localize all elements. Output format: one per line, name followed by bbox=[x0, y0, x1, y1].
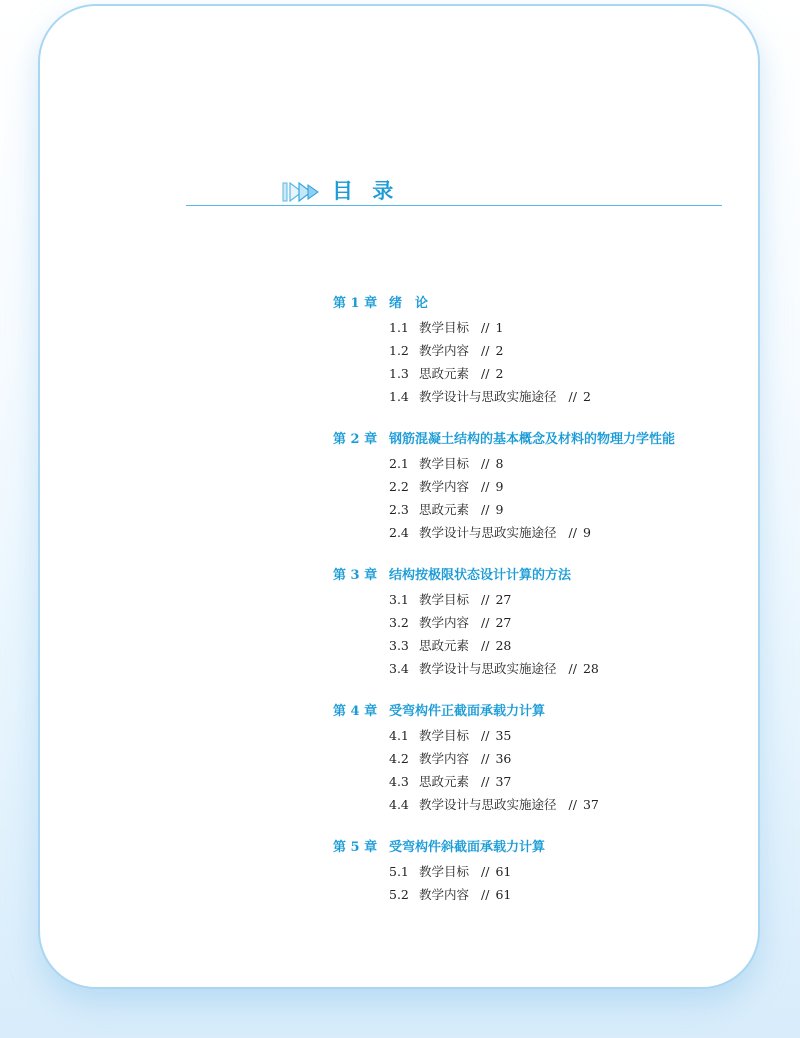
page-number: 2 bbox=[495, 366, 504, 381]
page-separator: // bbox=[481, 456, 490, 471]
toc-entry[interactable] bbox=[333, 724, 773, 747]
chapter-heading[interactable] bbox=[333, 428, 773, 452]
section-title: 教学设计与思政实施途径 bbox=[419, 389, 557, 404]
section-title: 教学内容 bbox=[419, 615, 470, 630]
chapter-title: 钢筋混凝土结构的基本概念及材料的物理力学性能 bbox=[389, 432, 676, 447]
page-number: 8 bbox=[495, 456, 504, 471]
toc-entry[interactable] bbox=[333, 793, 773, 816]
toc-entry[interactable] bbox=[333, 611, 773, 634]
section-number: 2.4 bbox=[389, 525, 409, 540]
chapter-title: 受弯构件正截面承载力计算 bbox=[389, 704, 546, 719]
toc-entry[interactable] bbox=[333, 339, 773, 362]
page-title: 目 录 bbox=[332, 179, 400, 203]
page-separator: // bbox=[481, 774, 490, 789]
page-separator: // bbox=[481, 751, 490, 766]
page-separator: // bbox=[481, 343, 490, 358]
page-separator: // bbox=[568, 661, 577, 676]
page-number: 9 bbox=[495, 502, 504, 517]
section-title: 思政元素 bbox=[419, 502, 470, 517]
toc-entry[interactable] bbox=[333, 657, 773, 680]
section-title: 教学内容 bbox=[419, 887, 470, 902]
section-title: 教学内容 bbox=[419, 479, 470, 494]
section-title: 教学目标 bbox=[419, 728, 470, 743]
section-number: 1.2 bbox=[389, 343, 409, 358]
section-title: 思政元素 bbox=[419, 638, 470, 653]
page-number: 2 bbox=[495, 343, 504, 358]
chapter-title: 绪 论 bbox=[389, 296, 429, 311]
section-title: 教学设计与思政实施途径 bbox=[419, 661, 557, 676]
table-of-contents bbox=[333, 292, 773, 926]
chapter-number: 第 3 章 bbox=[333, 568, 378, 583]
page-number: 36 bbox=[495, 751, 512, 766]
page-number: 2 bbox=[582, 389, 591, 404]
page-separator: // bbox=[481, 887, 490, 902]
chapter-number: 第 2 章 bbox=[333, 432, 378, 447]
toc-entry[interactable] bbox=[333, 770, 773, 793]
chapter-number: 第 4 章 bbox=[333, 704, 378, 719]
page-separator: // bbox=[481, 615, 490, 630]
toc-chapter bbox=[333, 428, 773, 544]
chapter-heading[interactable] bbox=[333, 700, 773, 724]
page-number: 9 bbox=[495, 479, 504, 494]
page-separator: // bbox=[568, 389, 577, 404]
page-number: 37 bbox=[582, 797, 599, 812]
page-separator: // bbox=[481, 864, 490, 879]
page-separator: // bbox=[568, 797, 577, 812]
toc-entry[interactable] bbox=[333, 521, 773, 544]
page-number: 61 bbox=[495, 887, 512, 902]
toc-entry[interactable] bbox=[333, 860, 773, 883]
double-arrow-icon bbox=[282, 181, 322, 203]
section-number: 1.1 bbox=[389, 320, 409, 335]
section-title: 教学目标 bbox=[419, 456, 470, 471]
toc-entry[interactable] bbox=[333, 362, 773, 385]
chapter-number: 第 1 章 bbox=[333, 296, 378, 311]
toc-chapter bbox=[333, 836, 773, 906]
section-number: 3.1 bbox=[389, 592, 409, 607]
chapter-heading[interactable] bbox=[333, 836, 773, 860]
page-number: 28 bbox=[495, 638, 512, 653]
section-number: 4.4 bbox=[389, 797, 409, 812]
section-number: 5.2 bbox=[389, 887, 409, 902]
page-separator: // bbox=[568, 525, 577, 540]
page-number: 61 bbox=[495, 864, 512, 879]
section-title: 思政元素 bbox=[419, 366, 470, 381]
section-title: 教学设计与思政实施途径 bbox=[419, 797, 557, 812]
page-separator: // bbox=[481, 502, 490, 517]
section-title: 教学目标 bbox=[419, 592, 470, 607]
toc-chapter bbox=[333, 700, 773, 816]
chapter-title: 受弯构件斜截面承载力计算 bbox=[389, 840, 546, 855]
section-number: 2.1 bbox=[389, 456, 409, 471]
page-separator: // bbox=[481, 479, 490, 494]
section-title: 教学内容 bbox=[419, 751, 470, 766]
page-separator: // bbox=[481, 638, 490, 653]
toc-entry[interactable] bbox=[333, 747, 773, 770]
section-number: 2.3 bbox=[389, 502, 409, 517]
section-number: 3.4 bbox=[389, 661, 409, 676]
section-title: 教学目标 bbox=[419, 320, 470, 335]
section-number: 5.1 bbox=[389, 864, 409, 879]
section-number: 3.2 bbox=[389, 615, 409, 630]
page-number: 27 bbox=[495, 615, 512, 630]
section-number: 3.3 bbox=[389, 638, 409, 653]
section-number: 4.2 bbox=[389, 751, 409, 766]
page-number: 9 bbox=[582, 525, 591, 540]
chapter-number: 第 5 章 bbox=[333, 840, 378, 855]
toc-chapter bbox=[333, 564, 773, 680]
page-number: 27 bbox=[495, 592, 512, 607]
page-number: 1 bbox=[495, 320, 504, 335]
page-separator: // bbox=[481, 592, 490, 607]
section-title: 教学内容 bbox=[419, 343, 470, 358]
toc-page bbox=[38, 4, 760, 989]
toc-entry[interactable] bbox=[333, 316, 773, 339]
page-number: 28 bbox=[582, 661, 599, 676]
page-number: 37 bbox=[495, 774, 512, 789]
toc-entry[interactable] bbox=[333, 498, 773, 521]
section-number: 4.1 bbox=[389, 728, 409, 743]
section-title: 教学设计与思政实施途径 bbox=[419, 525, 557, 540]
section-title: 思政元素 bbox=[419, 774, 470, 789]
page-separator: // bbox=[481, 366, 490, 381]
chapter-heading[interactable] bbox=[333, 564, 773, 588]
page-separator: // bbox=[481, 320, 490, 335]
title-underline bbox=[186, 205, 722, 206]
section-number: 2.2 bbox=[389, 479, 409, 494]
page-number: 35 bbox=[495, 728, 512, 743]
toc-entry[interactable] bbox=[333, 475, 773, 498]
section-title: 教学目标 bbox=[419, 864, 470, 879]
toc-entry[interactable] bbox=[333, 385, 773, 408]
section-number: 1.3 bbox=[389, 366, 409, 381]
chapter-title: 结构按极限状态设计计算的方法 bbox=[389, 568, 572, 583]
toc-entry[interactable] bbox=[333, 634, 773, 657]
section-number: 1.4 bbox=[389, 389, 409, 404]
toc-chapter bbox=[333, 292, 773, 408]
chapter-heading[interactable] bbox=[333, 292, 773, 316]
section-number: 4.3 bbox=[389, 774, 409, 789]
toc-entry[interactable] bbox=[333, 883, 773, 906]
toc-entry[interactable] bbox=[333, 588, 773, 611]
page-separator: // bbox=[481, 728, 490, 743]
toc-entry[interactable] bbox=[333, 452, 773, 475]
